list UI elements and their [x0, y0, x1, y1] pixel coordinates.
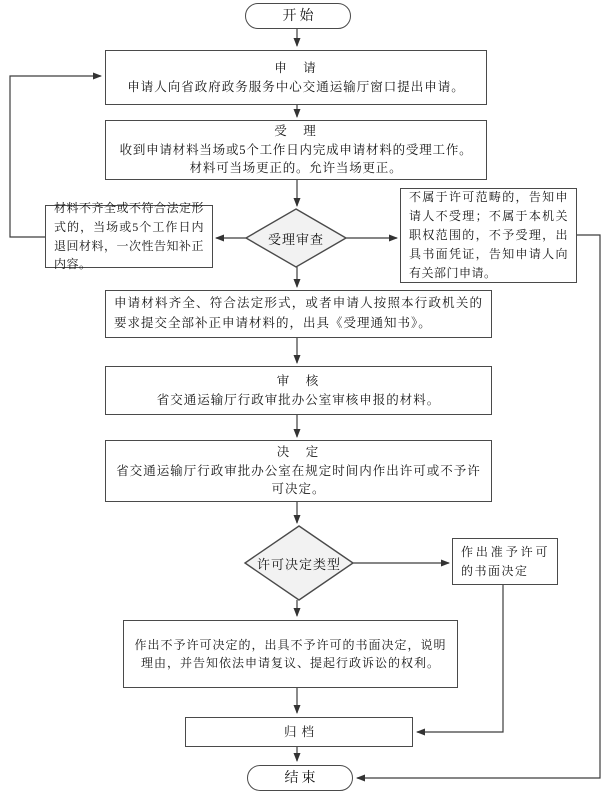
decision-type-label: 许可决定类型: [256, 556, 341, 572]
decide-body: 省交通运输厅行政审批办公室在规定时间内作出许可或不予许可决定。: [116, 463, 481, 497]
accept-body: 收到申请材料当场或5个工作日内完成申请材料的受理工作。材料可当场更正的。允许当场更正。: [119, 142, 473, 176]
decide-step-box: [105, 440, 492, 502]
accept-step-box: [105, 120, 487, 180]
not-in-scope-box: [400, 188, 577, 283]
incomplete-return-body: 材料不齐全或不符合法定形式的，当场或5个工作日内退回材料，一次性告知补正内容。: [54, 200, 205, 272]
grant-decision-body: 作出准予许可的书面决定: [461, 544, 549, 578]
end-label: 结束: [284, 770, 319, 786]
end-terminator: [247, 765, 353, 791]
incomplete-return-box: [45, 200, 213, 272]
grant-decision-box: [452, 538, 558, 585]
start-terminator: [245, 3, 351, 29]
archive-box: [185, 717, 413, 747]
apply-title: 申 请: [274, 60, 318, 75]
apply-body: 申请人向省政府政务服务中心交通运输厅窗口提出申请。: [127, 79, 465, 94]
deny-decision-body: 作出不予许可决定的，出具不予许可的书面决定，说明理由，并告知依法申请复议、提起行政诉讼的权利。: [134, 638, 447, 670]
deny-decision-box: [123, 620, 458, 688]
audit-title: 审 核: [276, 373, 321, 388]
acceptance-notice-box: [105, 290, 492, 338]
apply-step-box: [105, 50, 487, 105]
decide-title: 决 定: [276, 444, 321, 459]
archive-label: 归档: [283, 724, 319, 739]
start-label: 开始: [282, 8, 317, 24]
not-in-scope-body: 不属于许可范畴的，告知申请人不受理；不属于本机关职权范围的，不予受理，出具书面凭证，告知申请人向有关部门申请。: [409, 190, 568, 280]
acceptance-notice-body: 申请材料齐全、符合法定形式，或者申请人按照本行政机关的要求提交全部补正申请材料的，出具《受理通知书》。: [114, 296, 483, 330]
accept-title: 受 理: [274, 123, 318, 138]
audit-step-box: [105, 366, 492, 415]
audit-body: 省交通运输厅行政审批办公室审核申报的材料。: [156, 392, 441, 407]
accept-review-label: 受理审查: [267, 231, 324, 247]
